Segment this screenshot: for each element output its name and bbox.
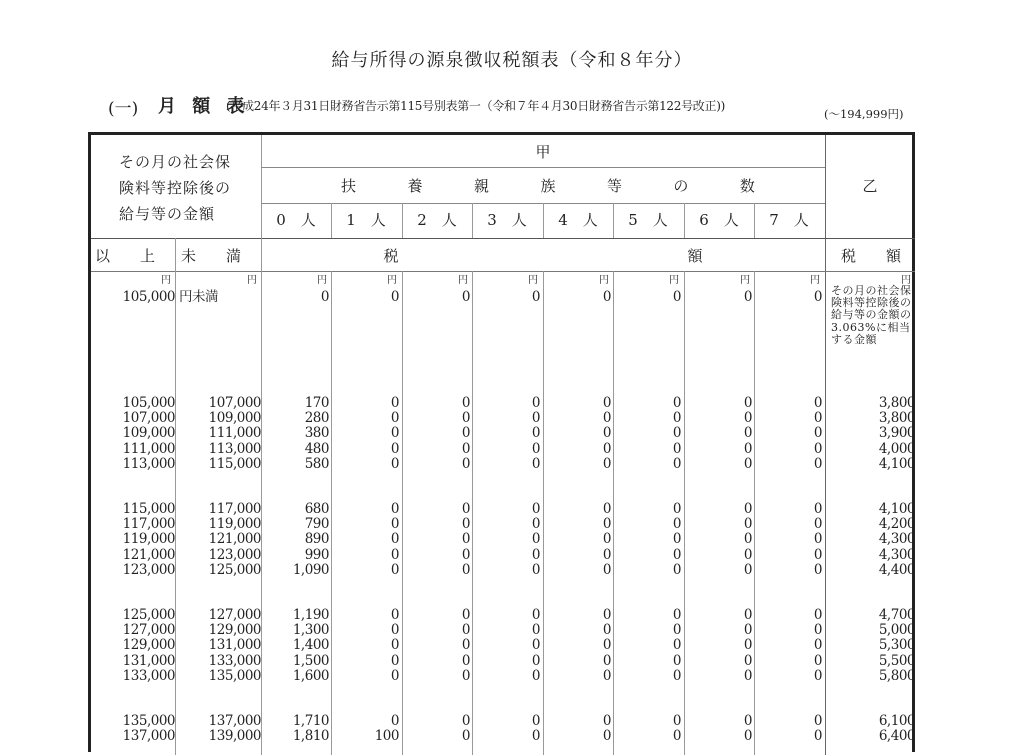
kou-tax-0: 680 — [304, 501, 329, 517]
from-amount: 117,000 — [122, 516, 175, 533]
kou-tax-6: 0 — [743, 667, 752, 684]
kou-tax-0: 580 — [304, 455, 329, 472]
column-divider — [175, 238, 176, 755]
otsu-tax: 4,300 — [878, 531, 915, 548]
yen-unit: 円 — [247, 275, 257, 286]
kou-tax-4: 0 — [602, 455, 611, 472]
to-amount: 139,000 — [208, 728, 261, 745]
kou-tax-0: 170 — [304, 395, 329, 411]
kou-tax-0: 480 — [304, 440, 329, 457]
dependents-4-header: 4 人 — [558, 211, 598, 229]
kou-tax-4: 0 — [602, 425, 611, 442]
from-amount: 131,000 — [122, 652, 175, 669]
kou-tax-5: 0 — [672, 395, 681, 411]
otsu-tax: 3,800 — [878, 395, 915, 411]
from-amount: 119,000 — [122, 531, 175, 548]
kou-tax-3: 0 — [531, 561, 540, 578]
kou-tax-4: 0 — [602, 637, 611, 654]
from-amount: 115,000 — [122, 501, 175, 517]
otsu-tax: 5,800 — [878, 667, 915, 684]
otsu-tax: 3,900 — [878, 425, 915, 442]
kou-tax-3: 0 — [531, 622, 540, 639]
from-amount: 109,000 — [122, 425, 175, 442]
to-amount-text: 円未満 — [179, 289, 218, 305]
to-amount: 113,000 — [208, 440, 261, 457]
from-amount: 121,000 — [122, 546, 175, 563]
kou-tax-5: 0 — [672, 713, 681, 729]
kou-tax-7: 0 — [813, 546, 822, 563]
to-amount: 131,000 — [208, 637, 261, 654]
kou-tax-7: 0 — [813, 667, 822, 684]
kou-tax-6: 0 — [743, 607, 752, 623]
kou-tax-5: 0 — [672, 637, 681, 654]
kou-tax-2: 0 — [461, 652, 470, 669]
kou-tax-6: 0 — [743, 546, 752, 563]
section-title: 月 額 表 — [158, 96, 250, 117]
kou-tax-0: 1,400 — [292, 637, 329, 654]
kou-tax-5: 0 — [672, 546, 681, 563]
kou-tax-1: 0 — [390, 561, 399, 578]
otsu-tax: 4,100 — [878, 501, 915, 517]
kou-tax-7: 0 — [813, 713, 822, 729]
kou-tax-5: 0 — [672, 728, 681, 745]
kou-tax-5: 0 — [672, 410, 681, 427]
kou-tax-0: 1,300 — [292, 622, 329, 639]
from-amount: 135,000 — [122, 713, 175, 729]
kou-tax-5: 0 — [672, 531, 681, 548]
kou-tax-6: 0 — [743, 652, 752, 669]
kou-tax-5: 0 — [672, 289, 681, 305]
otsu-tax: 6,100 — [878, 713, 915, 729]
kou-tax-3: 0 — [531, 455, 540, 472]
otsu-tax: 4,200 — [878, 516, 915, 533]
kou-tax-1: 0 — [390, 395, 399, 411]
table-subtitle — [108, 92, 928, 122]
amount-label — [119, 149, 231, 227]
kou-tax-3: 0 — [531, 652, 540, 669]
dependents-2-header: 2 人 — [417, 211, 457, 229]
zei-header: 税 — [383, 247, 399, 265]
kou-tax-2: 0 — [461, 440, 470, 457]
kou-tax-2: 0 — [461, 561, 470, 578]
dependents-label-char: 扶 — [341, 177, 357, 195]
kou-tax-0: 280 — [304, 410, 329, 427]
amount-label-line: その月の社会保 — [119, 153, 232, 171]
kou-tax-4: 0 — [602, 501, 611, 517]
dependents-header — [261, 175, 825, 196]
kou-tax-5: 0 — [672, 425, 681, 442]
section-number: (一) — [108, 99, 139, 119]
kou-tax-6: 0 — [743, 289, 752, 305]
kou-tax-1: 0 — [390, 455, 399, 472]
kou-tax-3: 0 — [531, 410, 540, 427]
kou-tax-4: 0 — [602, 652, 611, 669]
to-amount: 125,000 — [208, 561, 261, 578]
kou-tax-7: 0 — [813, 637, 822, 654]
kou-tax-3: 0 — [531, 713, 540, 729]
from-amount: 133,000 — [122, 667, 175, 684]
dependents-3-header: 3 人 — [487, 211, 527, 229]
otsu-header: 乙 — [862, 177, 878, 195]
to-amount: 127,000 — [208, 607, 261, 623]
kou-tax-1: 0 — [390, 667, 399, 684]
to-amount: 115,000 — [208, 455, 261, 472]
from-amount: 127,000 — [122, 622, 175, 639]
yen-unit: 円 — [317, 275, 327, 286]
kou-tax-4: 0 — [602, 531, 611, 548]
kou-tax-2: 0 — [461, 622, 470, 639]
withholding-tax-table — [88, 132, 915, 752]
kou-tax-0: 1,090 — [292, 561, 329, 578]
otsu-divider — [825, 135, 826, 755]
kou-tax-0: 990 — [304, 546, 329, 563]
yen-unit: 円 — [458, 275, 468, 286]
kou-tax-0: 1,710 — [292, 713, 329, 729]
kou-tax-0: 380 — [304, 425, 329, 442]
kou-tax-7: 0 — [813, 652, 822, 669]
yen-unit: 円 — [528, 275, 538, 286]
kou-tax-7: 0 — [813, 410, 822, 427]
kou-tax-6: 0 — [743, 395, 752, 411]
kou-tax-3: 0 — [531, 546, 540, 563]
kou-tax-1: 0 — [390, 501, 399, 517]
kou-tax-3: 0 — [531, 728, 540, 745]
kou-tax-6: 0 — [743, 425, 752, 442]
from-amount: 111,000 — [122, 440, 175, 457]
otsu-tax: 3,800 — [878, 410, 915, 427]
yen-unit: 円 — [387, 275, 397, 286]
gaku-header: 額 — [687, 247, 703, 265]
from-amount: 129,000 — [122, 637, 175, 654]
kou-tax-5: 0 — [672, 667, 681, 684]
kou-tax-5: 0 — [672, 455, 681, 472]
document-title: 給与所得の源泉徴収税額表（令和８年分） — [331, 50, 693, 71]
kou-tax-4: 0 — [602, 289, 611, 305]
dependents-label — [261, 175, 825, 196]
kou-tax-3: 0 — [531, 637, 540, 654]
otsu-tax: 5,500 — [878, 652, 915, 669]
kou-tax-7: 0 — [813, 561, 822, 578]
kou-tax-1: 0 — [390, 607, 399, 623]
ijou-header: 以 上 — [95, 247, 156, 265]
kou-tax-2: 0 — [461, 410, 470, 427]
kou-header: 甲 — [535, 143, 551, 161]
miman-header: 未 満 — [181, 247, 242, 265]
kou-tax-4: 0 — [602, 607, 611, 623]
kou-tax-6: 0 — [743, 440, 752, 457]
yen-unit: 円 — [740, 275, 750, 286]
dependents-5-header: 5 人 — [628, 211, 668, 229]
kou-tax-5: 0 — [672, 607, 681, 623]
dependents-label-char: 養 — [407, 177, 423, 195]
kou-tax-1: 0 — [390, 289, 399, 305]
otsu-tax: 4,400 — [878, 561, 915, 578]
kou-tax-2: 0 — [461, 546, 470, 563]
yen-unit: 円 — [901, 275, 911, 286]
from-amount: 123,000 — [122, 561, 175, 578]
kou-tax-2: 0 — [461, 531, 470, 548]
dependents-label-char: 等 — [606, 177, 622, 195]
kou-tax-5: 0 — [672, 622, 681, 639]
to-amount: 111,000 — [208, 425, 261, 442]
dependents-6-header: 6 人 — [699, 211, 739, 229]
dependents-1-header: 1 人 — [346, 211, 386, 229]
kou-tax-4: 0 — [602, 561, 611, 578]
legal-reference: (平成24年３月31日財務省告示第115号別表第一（令和７年４月30日財務省告示第122号改正)) — [226, 99, 725, 113]
kou-tax-1: 100 — [374, 728, 399, 745]
kou-tax-1: 0 — [390, 410, 399, 427]
header-divider — [261, 167, 825, 168]
kou-tax-0: 1,500 — [292, 652, 329, 669]
kou-tax-5: 0 — [672, 501, 681, 517]
from-amount: 113,000 — [122, 455, 175, 472]
amount-label-line: 険料等控除後の — [119, 179, 232, 197]
kou-tax-3: 0 — [531, 501, 540, 517]
kou-tax-7: 0 — [813, 425, 822, 442]
kou-tax-1: 0 — [390, 652, 399, 669]
kou-tax-0: 1,810 — [292, 728, 329, 745]
kou-tax-6: 0 — [743, 622, 752, 639]
kou-tax-5: 0 — [672, 561, 681, 578]
to-amount: 109,000 — [208, 410, 261, 427]
kou-tax-3: 0 — [531, 667, 540, 684]
kou-tax-7: 0 — [813, 395, 822, 411]
kou-tax-6: 0 — [743, 561, 752, 578]
yen-unit: 円 — [161, 275, 171, 286]
kou-tax-7: 0 — [813, 455, 822, 472]
kou-tax-7: 0 — [813, 607, 822, 623]
kou-tax-7: 0 — [813, 622, 822, 639]
kou-tax-3: 0 — [531, 395, 540, 411]
kou-tax-6: 0 — [743, 531, 752, 548]
kou-tax-6: 0 — [743, 501, 752, 517]
kou-tax-6: 0 — [743, 637, 752, 654]
kou-tax-7: 0 — [813, 531, 822, 548]
kou-tax-0: 790 — [304, 516, 329, 533]
to-amount: 137,000 — [208, 713, 261, 729]
kou-tax-2: 0 — [461, 607, 470, 623]
kou-tax-3: 0 — [531, 440, 540, 457]
otsu-tax: 6,400 — [878, 728, 915, 745]
kou-tax-3: 0 — [531, 607, 540, 623]
kou-tax-1: 0 — [390, 516, 399, 533]
kou-tax-1: 0 — [390, 622, 399, 639]
kou-tax-5: 0 — [672, 516, 681, 533]
from-amount: 125,000 — [122, 607, 175, 623]
kou-tax-2: 0 — [461, 713, 470, 729]
kou-tax-0: 890 — [304, 531, 329, 548]
kou-tax-1: 0 — [390, 531, 399, 548]
amount-range: (～194,999円) — [824, 107, 904, 121]
dependents-label-char: 数 — [739, 177, 755, 195]
kou-tax-6: 0 — [743, 455, 752, 472]
to-amount: 135,000 — [208, 667, 261, 684]
kou-tax-1: 0 — [390, 440, 399, 457]
otsu-tax: 4,100 — [878, 455, 915, 472]
kou-tax-7: 0 — [813, 516, 822, 533]
kou-tax-0: 1,190 — [292, 607, 329, 623]
yen-unit: 円 — [599, 275, 609, 286]
otsu-zeigaku-header: 税 額 — [840, 247, 901, 265]
header-divider — [91, 238, 915, 239]
kou-tax-6: 0 — [743, 516, 752, 533]
kou-tax-4: 0 — [602, 440, 611, 457]
kou-tax-7: 0 — [813, 728, 822, 745]
kou-tax-2: 0 — [461, 289, 470, 305]
kou-tax-4: 0 — [602, 713, 611, 729]
kou-tax-6: 0 — [743, 728, 752, 745]
to-amount: 107,000 — [208, 395, 261, 411]
from-amount: 105,000 — [122, 395, 175, 411]
kou-tax-5: 0 — [672, 440, 681, 457]
dependents-label-char: 親 — [473, 177, 489, 195]
kou-tax-7: 0 — [813, 440, 822, 457]
amount-label-line: 給与等の金額 — [119, 205, 216, 223]
kou-tax-2: 0 — [461, 395, 470, 411]
otsu-tax: 4,000 — [878, 440, 915, 457]
to-amount: 117,000 — [208, 501, 261, 517]
kou-tax-3: 0 — [531, 289, 540, 305]
otsu-note: その月の社会保険料等控除後の給与等の金額の3.063%に相当する金額 — [831, 284, 912, 346]
kou-tax-4: 0 — [602, 516, 611, 533]
to-amount: 129,000 — [208, 622, 261, 639]
dependents-label-char: の — [673, 177, 689, 195]
kou-tax-0: 0 — [320, 289, 329, 305]
kou-tax-4: 0 — [602, 546, 611, 563]
kou-tax-0: 1,600 — [292, 667, 329, 684]
kou-tax-1: 0 — [390, 637, 399, 654]
kou-tax-7: 0 — [813, 501, 822, 517]
kou-tax-3: 0 — [531, 516, 540, 533]
kou-tax-2: 0 — [461, 637, 470, 654]
kou-tax-6: 0 — [743, 410, 752, 427]
kou-tax-2: 0 — [461, 455, 470, 472]
to-amount: 133,000 — [208, 652, 261, 669]
kou-tax-4: 0 — [602, 667, 611, 684]
kou-tax-1: 0 — [390, 713, 399, 729]
to-amount: 123,000 — [208, 546, 261, 563]
kou-tax-2: 0 — [461, 728, 470, 745]
otsu-tax: 4,700 — [878, 607, 915, 623]
header-divider — [91, 271, 915, 272]
yen-unit: 円 — [669, 275, 679, 286]
kou-tax-2: 0 — [461, 501, 470, 517]
kou-tax-4: 0 — [602, 395, 611, 411]
dependents-7-header: 7 人 — [769, 211, 809, 229]
otsu-tax: 5,000 — [878, 622, 915, 639]
kou-tax-3: 0 — [531, 531, 540, 548]
kou-tax-6: 0 — [743, 713, 752, 729]
dependents-label-char: 族 — [540, 177, 556, 195]
kou-tax-1: 0 — [390, 425, 399, 442]
kou-tax-2: 0 — [461, 667, 470, 684]
kou-tax-4: 0 — [602, 622, 611, 639]
dependents-0-header: 0 人 — [276, 211, 316, 229]
kou-tax-2: 0 — [461, 425, 470, 442]
to-amount: 121,000 — [208, 531, 261, 548]
kou-tax-5: 0 — [672, 652, 681, 669]
yen-unit: 円 — [810, 275, 820, 286]
from-amount: 137,000 — [122, 728, 175, 745]
kou-tax-3: 0 — [531, 425, 540, 442]
to-amount: 119,000 — [208, 516, 261, 533]
kou-tax-4: 0 — [602, 410, 611, 427]
kou-tax-4: 0 — [602, 728, 611, 745]
kou-tax-1: 0 — [390, 546, 399, 563]
from-amount: 105,000 — [122, 289, 175, 305]
otsu-tax: 5,300 — [878, 637, 915, 654]
otsu-tax: 4,300 — [878, 546, 915, 563]
kou-tax-7: 0 — [813, 289, 822, 305]
from-amount: 107,000 — [122, 410, 175, 427]
kou-tax-2: 0 — [461, 516, 470, 533]
